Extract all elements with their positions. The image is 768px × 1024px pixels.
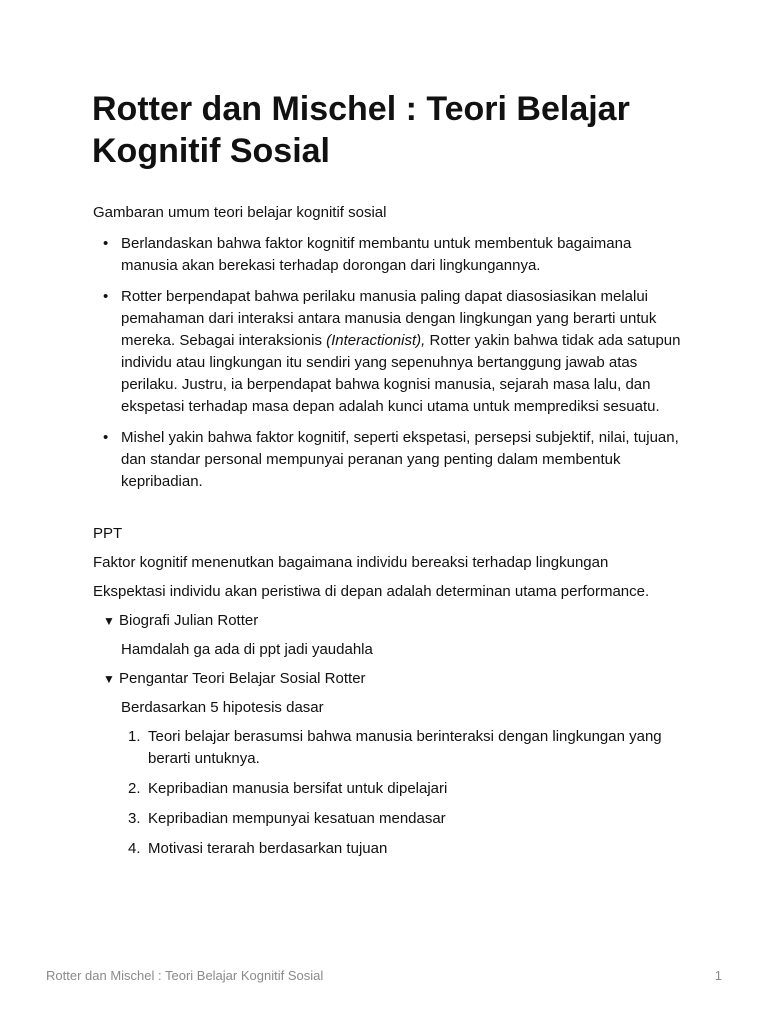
bullet-icon: • bbox=[103, 288, 109, 305]
list-item bbox=[121, 838, 683, 860]
toggle-biografi[interactable] bbox=[93, 610, 683, 632]
toggle-label[interactable]: Pengantar Teori Belajar Sosial Rotter bbox=[119, 670, 366, 687]
list-number: 1. bbox=[128, 728, 141, 745]
list-item bbox=[121, 726, 683, 770]
ppt-line: Ekspektasi individu akan peristiwa di depan adalah determinan utama performance. bbox=[93, 583, 650, 600]
ppt-line: Faktor kognitif menenutkan bagaimana individu bereaksi terhadap lingkungan bbox=[93, 554, 609, 571]
triangle-down-icon[interactable]: ▼ bbox=[103, 614, 115, 628]
toggle-body-text: Berdasarkan 5 hipotesis dasar bbox=[121, 699, 324, 716]
bullet-list bbox=[93, 233, 683, 493]
footer-page-number: 1 bbox=[714, 968, 722, 983]
list-item bbox=[121, 778, 683, 800]
list-item bbox=[121, 808, 683, 830]
toggle-label[interactable]: Biografi Julian Rotter bbox=[119, 612, 259, 629]
list-item-text: Kepribadian manusia bersifat untuk dipelajari bbox=[148, 780, 448, 797]
toggle-body-text: Hamdalah ga ada di ppt jadi yaudahla bbox=[121, 641, 373, 658]
list-item bbox=[93, 286, 683, 418]
intro-text: Gambaran umum teori belajar kognitif sosial bbox=[93, 204, 387, 221]
bullet-text: Rotter berpendapat bahwa perilaku manusia paling dapat diasosiasikan melalui pemahaman dari interaksi antara manusia dengan lingkungan yang berarti untuk mereka. Sebagai interaksionis bbox=[121, 288, 657, 349]
numbered-list bbox=[93, 726, 683, 860]
triangle-down-icon[interactable]: ▼ bbox=[103, 672, 115, 686]
bullet-italic-text: (Interactionist), bbox=[326, 332, 426, 349]
list-number: 3. bbox=[128, 810, 141, 827]
list-item bbox=[93, 427, 683, 493]
list-item-text: Teori belajar berasumsi bahwa manusia berinteraksi dengan lingkungan yang berarti untuknya. bbox=[148, 728, 662, 767]
document-body bbox=[93, 202, 683, 868]
list-number: 2. bbox=[128, 780, 141, 797]
list-item bbox=[93, 233, 683, 277]
bullet-text: Rotter yakin bahwa tidak ada satupun individu atau lingkungan itu sendiri yang sepenuhnya bertanggung jawab atas perilaku. Justru, ia berpendapat bahwa kognisi manusia, sejarah masa lalu, dan ekspetasi terhadap masa depan adalah kunci utama untuk memprediksi sesuatu. bbox=[121, 332, 681, 415]
bullet-icon: • bbox=[103, 235, 109, 252]
toggle-pengantar[interactable] bbox=[93, 668, 683, 690]
footer-document-title: Rotter dan Mischel : Teori Belajar Kognitif Sosial bbox=[46, 968, 324, 983]
bullet-text: Berlandaskan bahwa faktor kognitif membantu untuk membentuk bagaimana manusia akan berekasi terhadap dorongan dari lingkungannya. bbox=[121, 235, 632, 274]
page-title: Rotter dan Mischel : Teori Belajar Kognitif Sosial bbox=[92, 90, 630, 170]
bullet-text: Mishel yakin bahwa faktor kognitif, seperti ekspetasi, persepsi subjektif, nilai, tujuan, dan standar personal mempunyai peranan yang penting dalam membentuk kepribadian. bbox=[121, 429, 679, 490]
bullet-icon: • bbox=[103, 429, 109, 446]
list-number: 4. bbox=[128, 840, 141, 857]
list-item-text: Kepribadian mempunyai kesatuan mendasar bbox=[148, 810, 446, 827]
list-item-text: Motivasi terarah berdasarkan tujuan bbox=[148, 840, 388, 857]
ppt-heading: PPT bbox=[93, 525, 123, 542]
